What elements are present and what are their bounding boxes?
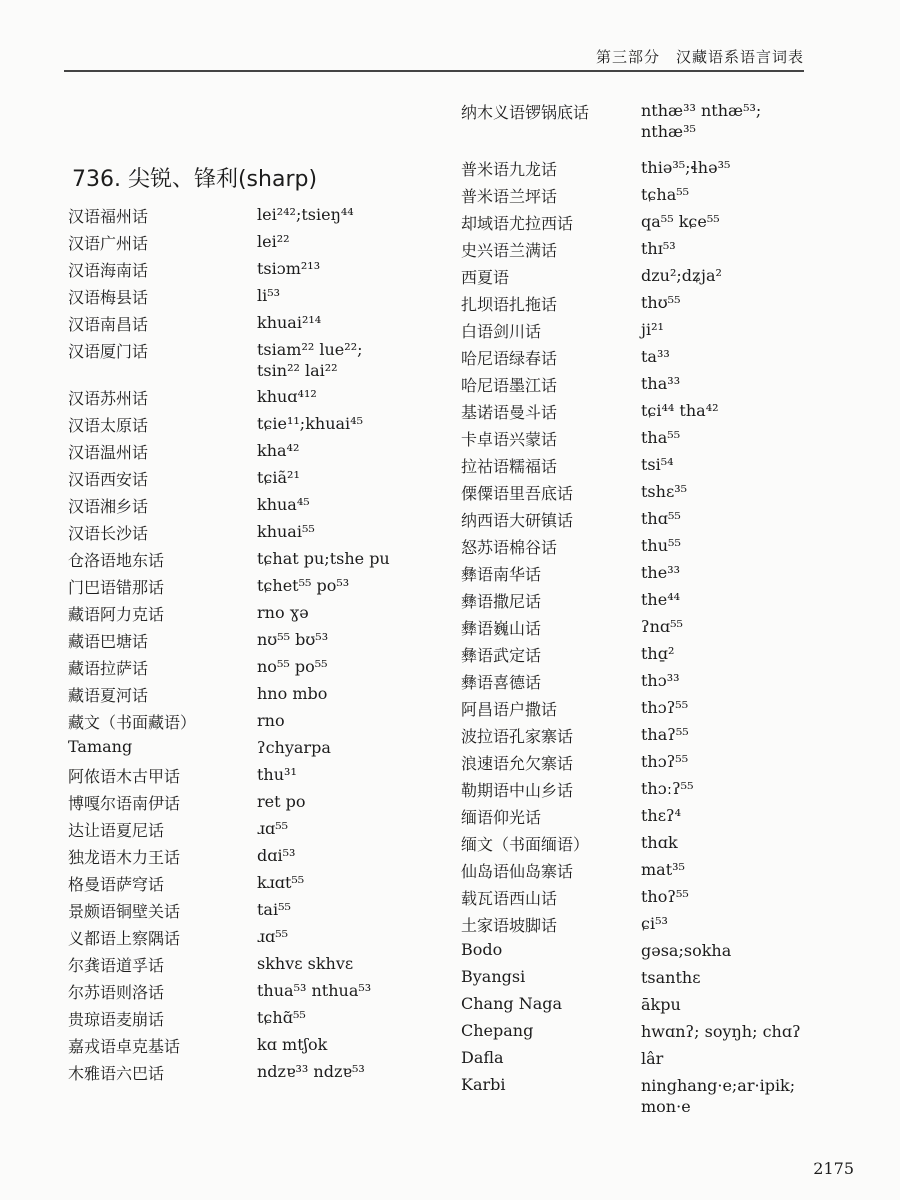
language-name: 扎坝语扎拖话 <box>461 295 558 314</box>
word-form: tsi⁵⁴ <box>641 455 674 474</box>
entry-row <box>461 265 801 292</box>
entry-row <box>68 204 408 231</box>
word-form: hno mbo <box>257 684 328 703</box>
language-name: 汉语湘乡话 <box>68 497 149 516</box>
word-form: tɕi⁴⁴ tha⁴² <box>641 401 719 420</box>
word-form: li⁵³ <box>257 286 281 305</box>
entry-row <box>461 481 801 508</box>
language-name: 门巴语错那话 <box>68 578 165 597</box>
entry-row <box>68 258 408 285</box>
language-name: 阿昌语户撒话 <box>461 700 558 719</box>
entry-row <box>461 940 801 967</box>
word-form: tshɛ³⁵ <box>641 482 688 501</box>
language-name: 哈尼语绿春话 <box>461 349 558 368</box>
word-form: thu³¹ <box>257 765 297 784</box>
word-form: nthæ³³ nthæ⁵³; nthæ³⁵ <box>641 101 762 141</box>
entry-row <box>461 373 801 400</box>
word-form: thʊ⁵⁵ <box>641 293 681 312</box>
language-name: 藏语阿力克话 <box>68 605 165 624</box>
left-column <box>68 204 408 1088</box>
word-form: nʊ⁵⁵ bʊ⁵³ <box>257 630 329 649</box>
word-form: tɕhɑ̃⁵⁵ <box>257 1008 306 1027</box>
entry-row <box>68 737 408 764</box>
language-name: 达让语夏尼话 <box>68 821 165 840</box>
word-form: ʔnɑ⁵⁵ <box>641 617 683 636</box>
word-form: ret po <box>257 792 306 811</box>
word-form: thɑ̱² <box>641 644 675 663</box>
word-form: rno <box>257 711 285 730</box>
entry-row <box>68 548 408 575</box>
entry-row <box>461 1075 801 1122</box>
language-name: 纳西语大研镇话 <box>461 511 574 530</box>
word-form: thɔʔ⁵⁵ <box>641 752 689 771</box>
language-name: 藏文（书面藏语） <box>68 713 197 732</box>
word-form: khuai²¹⁴ <box>257 313 322 332</box>
word-form: ʔchyarpa <box>257 738 331 757</box>
entry-row <box>461 292 801 319</box>
language-name: 汉语西安话 <box>68 470 149 489</box>
word-form: thiə³⁵;ɬhə³⁵ <box>641 158 731 177</box>
word-form: the⁴⁴ <box>641 590 681 609</box>
word-form: khuai⁵⁵ <box>257 522 315 541</box>
word-form: kɑ mtʃok <box>257 1035 328 1054</box>
language-name: Chang Naga <box>461 994 563 1013</box>
entry-row <box>461 643 801 670</box>
word-form: thɑk <box>641 833 678 852</box>
language-name: 土家语坡脚话 <box>461 916 558 935</box>
entry-row <box>461 886 801 913</box>
word-form: ɕi⁵³ <box>641 914 668 933</box>
entry-row <box>461 994 801 1021</box>
word-form: thua⁵³ nthua⁵³ <box>257 981 372 1000</box>
word-form: tsanthɛ <box>641 968 701 987</box>
word-form: thaʔ⁵⁵ <box>641 725 689 744</box>
entry-row <box>68 231 408 258</box>
running-head: 第三部分 汉藏语系语言词表 <box>595 48 804 66</box>
word-form: the³³ <box>641 563 681 582</box>
entry-row <box>68 899 408 926</box>
entry-row <box>461 184 801 211</box>
language-name: Byangsi <box>461 967 526 986</box>
entry-row <box>68 818 408 845</box>
language-name: 哈尼语墨江话 <box>461 376 558 395</box>
language-name: 卡卓语兴蒙话 <box>461 430 558 449</box>
language-name: 却域语尤拉西话 <box>461 214 574 233</box>
word-form: thɛʔ⁴ <box>641 806 682 825</box>
language-name: 基诺语曼斗话 <box>461 403 558 422</box>
word-form: lei²² <box>257 232 290 251</box>
entry-row <box>68 764 408 791</box>
word-form: khua⁴⁵ <box>257 495 310 514</box>
word-form: thoʔ⁵⁵ <box>641 887 689 906</box>
word-form: tha³³ <box>641 374 681 393</box>
language-name: 汉语厦门话 <box>68 342 149 361</box>
language-name: 汉语南昌话 <box>68 315 149 334</box>
language-name: 藏语巴塘话 <box>68 632 149 651</box>
entry-row <box>68 1007 408 1034</box>
word-form: no⁵⁵ po⁵⁵ <box>257 657 328 676</box>
language-name: 彝语武定话 <box>461 646 542 665</box>
word-form: rno ɣə <box>257 603 309 622</box>
language-name: 格曼语萨穹话 <box>68 875 165 894</box>
entry-row <box>461 724 801 751</box>
entry-row <box>461 1021 801 1048</box>
word-form: tha⁵⁵ <box>641 428 681 447</box>
language-name: 彝语撒尼话 <box>461 592 542 611</box>
word-form: tɕiã²¹ <box>257 468 300 487</box>
word-form: lâr <box>641 1049 664 1068</box>
language-name: 彝语喜德话 <box>461 673 542 692</box>
word-form: thu⁵⁵ <box>641 536 681 555</box>
entry-row <box>68 683 408 710</box>
word-form: kɹɑt⁵⁵ <box>257 873 305 892</box>
entry-row <box>68 602 408 629</box>
language-name: 缅文（书面缅语） <box>461 835 590 854</box>
language-name: 汉语温州话 <box>68 443 149 462</box>
word-form: tɕhet⁵⁵ po⁵³ <box>257 576 350 595</box>
entry-row <box>461 535 801 562</box>
word-form: thɔʔ⁵⁵ <box>641 698 689 717</box>
entry-row <box>461 427 801 454</box>
page-number: 2175 <box>813 1159 854 1178</box>
word-form: hwɑnʔ; soyŋh; chɑʔ <box>641 1022 801 1041</box>
entry-row <box>68 494 408 521</box>
entry-row <box>68 312 408 339</box>
entry-row <box>68 656 408 683</box>
language-name: 尔苏语则洛话 <box>68 983 165 1002</box>
language-name: 浪速语允欠寨话 <box>461 754 574 773</box>
entry-row <box>68 926 408 953</box>
language-name: 汉语太原话 <box>68 416 149 435</box>
entry-row <box>68 845 408 872</box>
language-name: 纳木义语锣锅底话 <box>461 103 590 122</box>
entry-row <box>461 400 801 427</box>
word-form: thɑ⁵⁵ <box>641 509 681 528</box>
entry-row <box>68 575 408 602</box>
language-name: 勒期语中山乡话 <box>461 781 574 800</box>
entry-row <box>68 629 408 656</box>
entry-row <box>461 157 801 184</box>
entry-row <box>461 562 801 589</box>
entry-row <box>461 967 801 994</box>
entry-row <box>461 778 801 805</box>
language-name: 汉语广州话 <box>68 234 149 253</box>
language-name: 景颇语铜壁关话 <box>68 902 181 921</box>
entry-row <box>461 319 801 346</box>
entry-row <box>68 710 408 737</box>
entry-row <box>461 616 801 643</box>
language-name: 西夏语 <box>461 268 510 287</box>
language-name: Bodo <box>461 940 503 959</box>
entry-row <box>461 454 801 481</box>
word-form: ākpu <box>641 995 681 1014</box>
entry-row <box>68 791 408 818</box>
language-name: 载瓦语西山话 <box>461 889 558 908</box>
word-form: khuɑ⁴¹² <box>257 387 317 406</box>
word-form: tɕie¹¹;khuai⁴⁵ <box>257 414 363 433</box>
entry-row <box>68 467 408 494</box>
word-form: tsiam²² lue²²; tsin²² lai²² <box>257 340 363 380</box>
language-name: 汉语海南话 <box>68 261 149 280</box>
language-name: 普米语兰坪话 <box>461 187 558 206</box>
word-form: skhvɛ skhvɛ <box>257 954 354 973</box>
entry-row <box>461 832 801 859</box>
entry-row <box>461 589 801 616</box>
word-form: thɪ⁵³ <box>641 239 676 258</box>
word-form: gəsa;sokha <box>641 941 732 960</box>
entry-row <box>461 211 801 238</box>
language-name: 仙岛语仙岛寨话 <box>461 862 574 881</box>
language-name: 汉语苏州话 <box>68 389 149 408</box>
word-form: ninghang·e;ar·ipik; mon·e <box>641 1076 796 1116</box>
entry-row <box>68 521 408 548</box>
word-form: tɕhat pu;tshe pu <box>257 549 390 568</box>
word-form: ji²¹ <box>641 320 664 339</box>
language-name: Tamang <box>68 737 133 756</box>
entry-row <box>461 238 801 265</box>
entry-row <box>68 440 408 467</box>
entry-row <box>68 1061 408 1088</box>
entry-row <box>461 1048 801 1075</box>
entry-row <box>68 413 408 440</box>
language-name: Karbi <box>461 1075 506 1094</box>
entry-row <box>461 100 801 150</box>
language-name: 阿侬语木古甲话 <box>68 767 181 786</box>
word-form: ɹɑ⁵⁵ <box>257 819 289 838</box>
word-form: thɔ³³ <box>641 671 680 690</box>
language-name: 贵琼语麦崩话 <box>68 1010 165 1029</box>
word-form: mat³⁵ <box>641 860 685 879</box>
language-name: 仓洛语地东话 <box>68 551 165 570</box>
language-name: 缅语仰光话 <box>461 808 542 827</box>
word-form: thɔːʔ⁵⁵ <box>641 779 694 798</box>
language-name: 怒苏语棉谷话 <box>461 538 558 557</box>
language-name: 尔龚语道孚话 <box>68 956 165 975</box>
entry-row <box>461 805 801 832</box>
language-name: 藏语拉萨话 <box>68 659 149 678</box>
word-form: qa⁵⁵ kɕe⁵⁵ <box>641 212 720 231</box>
language-name: Chepang <box>461 1021 534 1040</box>
entry-row <box>461 697 801 724</box>
entry-row <box>461 346 801 373</box>
language-name: 独龙语木力王话 <box>68 848 181 867</box>
spacer <box>461 150 801 157</box>
entry-row <box>461 508 801 535</box>
language-name: 普米语九龙话 <box>461 160 558 179</box>
entry-row <box>461 913 801 940</box>
header-rule <box>64 70 804 72</box>
language-name: 汉语梅县话 <box>68 288 149 307</box>
entry-row <box>68 953 408 980</box>
language-name: 义都语上察隅话 <box>68 929 181 948</box>
language-name: 藏语夏河话 <box>68 686 149 705</box>
word-form: dzu²;dʑja² <box>641 266 722 285</box>
word-form: lei²⁴²;tsieŋ⁴⁴ <box>257 205 354 224</box>
word-form: ta³³ <box>641 347 670 366</box>
language-name: 傈僳语里吾底话 <box>461 484 574 503</box>
language-name: 汉语长沙话 <box>68 524 149 543</box>
word-form: tɕha⁵⁵ <box>641 185 690 204</box>
entry-row <box>68 285 408 312</box>
entry-row <box>68 872 408 899</box>
entry-row <box>68 339 408 386</box>
word-form: kha⁴² <box>257 441 300 460</box>
entry-title: 736. 尖锐、锋利(sharp) <box>72 167 318 192</box>
right-column <box>461 100 801 1122</box>
entry-row <box>461 670 801 697</box>
language-name: 木雅语六巴话 <box>68 1064 165 1083</box>
word-form: tsiɔm²¹³ <box>257 259 321 278</box>
entry-row <box>68 980 408 1007</box>
language-name: 彝语巍山话 <box>461 619 542 638</box>
language-name: 嘉戎语卓克基话 <box>68 1037 181 1056</box>
entry-row <box>68 1034 408 1061</box>
entry-row <box>461 751 801 778</box>
word-form: dɑi⁵³ <box>257 846 296 865</box>
entry-row <box>461 859 801 886</box>
language-name: 波拉语孔家寨话 <box>461 727 574 746</box>
language-name: 拉祜语糯福话 <box>461 457 558 476</box>
word-form: tai⁵⁵ <box>257 900 291 919</box>
language-name: Dafla <box>461 1048 504 1067</box>
word-form: ɹɑ⁵⁵ <box>257 927 289 946</box>
language-name: 史兴语兰满话 <box>461 241 558 260</box>
entry-row <box>68 386 408 413</box>
language-name: 博嘎尔语南伊话 <box>68 794 181 813</box>
language-name: 白语剑川话 <box>461 322 542 341</box>
language-name: 彝语南华话 <box>461 565 542 584</box>
language-name: 汉语福州话 <box>68 207 149 226</box>
word-form: ndzɐ³³ ndzɐ⁵³ <box>257 1062 365 1081</box>
